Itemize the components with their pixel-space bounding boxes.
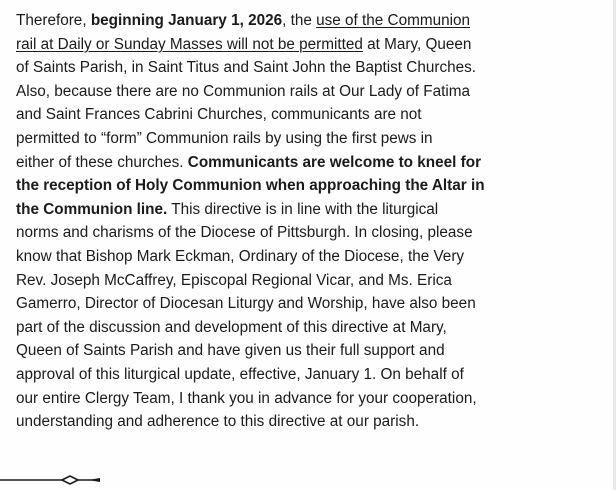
- text-run: This directive is in line with the liturgical: [167, 200, 439, 218]
- directive-paragraph: [16, 9, 612, 434]
- text-line-15: Queen of Saints Parish and have given us their full support and: [16, 342, 445, 360]
- text-line-16: approval of this liturgical update, effective, January 1. On behalf of: [16, 365, 464, 383]
- text-run: at Mary, Queen: [362, 35, 472, 53]
- text-line-5: and Saint Frances Cabrini Churches, communicants are not: [16, 106, 422, 124]
- text-run: Therefore,: [16, 12, 91, 29]
- text-line-2: [16, 33, 612, 57]
- bold-text: Communicants are welcome to kneel for: [187, 153, 482, 171]
- text-line-7: [16, 151, 612, 175]
- text-line-3: of Saints Parish, in Saint Titus and Saint John the Baptist Churches.: [16, 59, 477, 77]
- bold-text: the Communion line.: [16, 200, 168, 218]
- text-line-4: Also, because there are no Communion rails at Our Lady of Fatima: [16, 82, 471, 100]
- text-line-9: [16, 198, 612, 222]
- text-run: either of these churches.: [16, 153, 188, 171]
- underlined-text: rail at Daily or Sunday Masses will not be permitted: [16, 35, 363, 53]
- text-line-10: norms and charisms of the Diocese of Pittsburgh. In closing, please: [16, 224, 473, 242]
- text-run: , the: [282, 12, 317, 29]
- text-line-8: the reception of Holy Communion when approaching the Altar in: [16, 177, 485, 195]
- text-line-12: Rev. Joseph McCaffrey, Episcopal Regional Vicar, and Ms. Erica: [16, 271, 452, 289]
- arrow-tip: [88, 478, 100, 482]
- text-line-17: our entire Clergy Team, I thank you in advance for your cooperation,: [16, 389, 477, 407]
- bold-date: beginning January 1, 2026: [90, 12, 283, 29]
- text-line-6: permitted to “form” Communion rails by using the first pews in: [16, 129, 433, 147]
- text-line-18: understanding and adherence to this directive at our parish.: [16, 413, 420, 431]
- ornament-divider-icon: [0, 472, 110, 488]
- text-line-1: [16, 9, 612, 33]
- text-line-11: know that Bishop Mark Eckman, Ordinary of the Diocese, the Very: [16, 247, 465, 265]
- text-line-14: part of the discussion and development of this directive at Mary,: [16, 318, 447, 336]
- text-line-13: Gamerro, Director of Diocesan Liturgy and Worship, have also been: [16, 295, 476, 313]
- underlined-text: use of the Communion: [316, 12, 471, 29]
- diamond-ornament: [62, 476, 78, 484]
